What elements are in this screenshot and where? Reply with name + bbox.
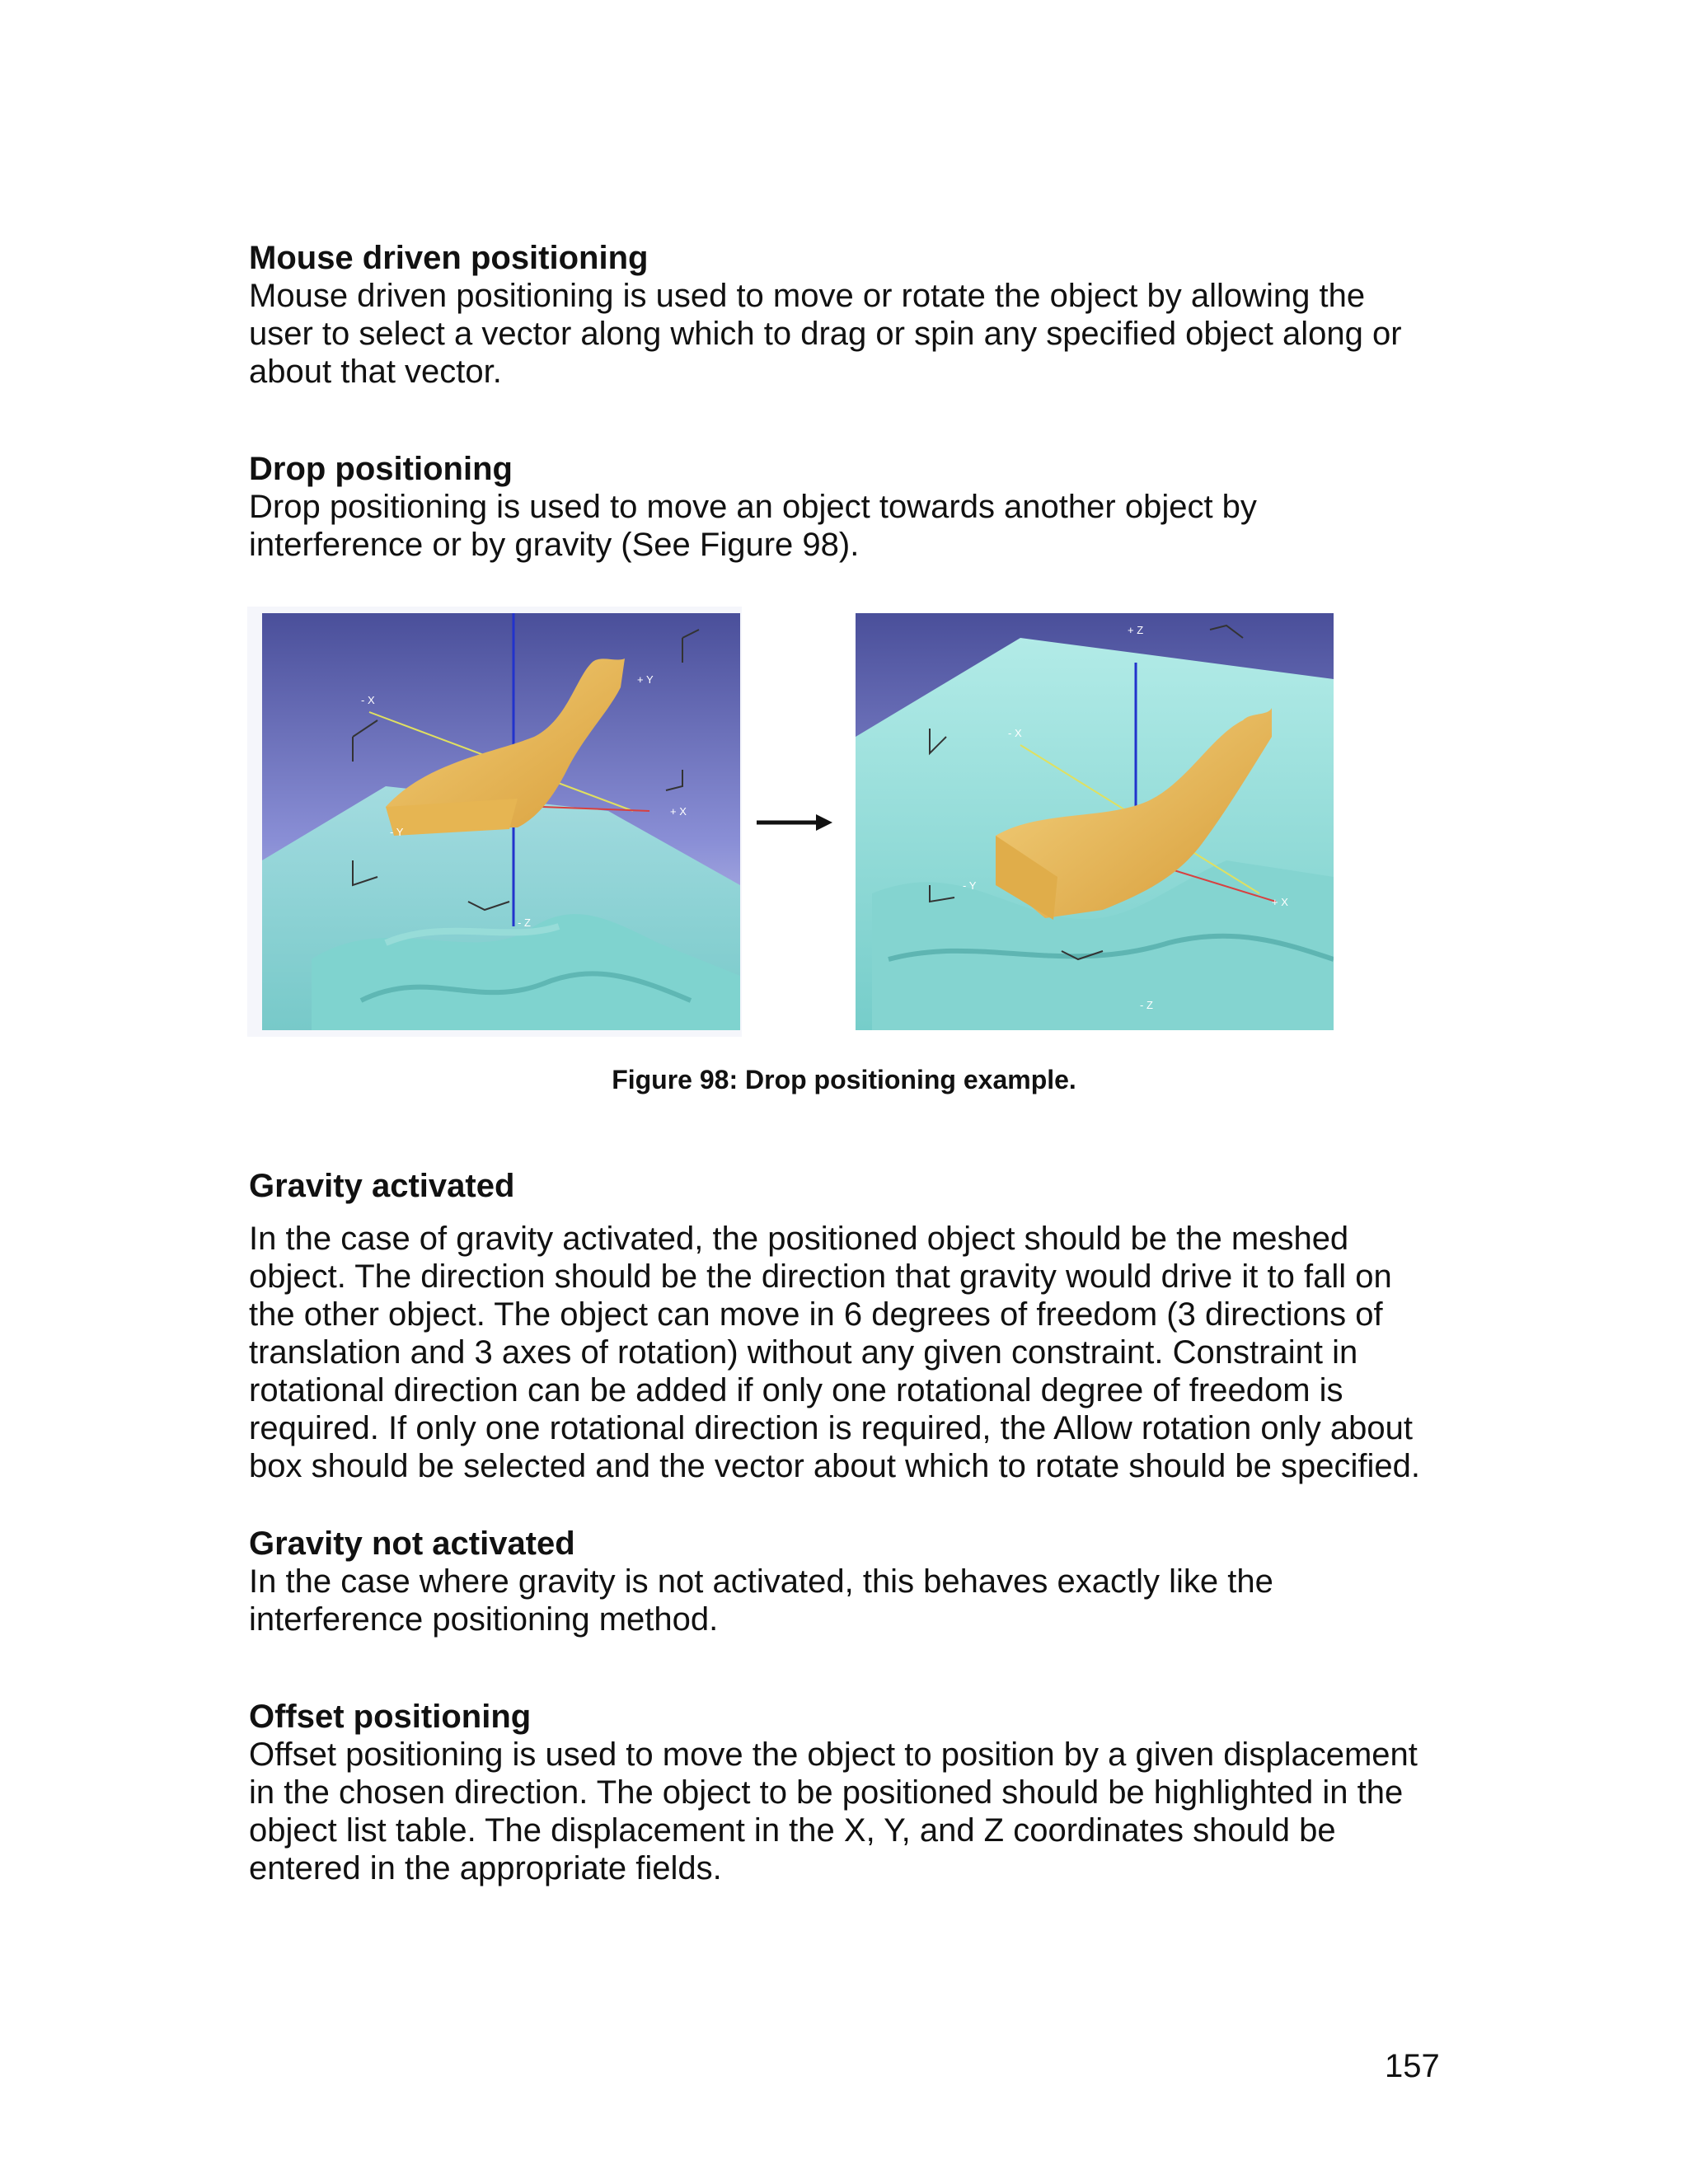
section-mouse-driven <box>249 239 1452 391</box>
paragraph-line: box should be selected and the vector about which to rotate should be specified. <box>249 1448 1420 1484</box>
axis-label: + X <box>1272 896 1288 908</box>
paragraph-line: the other object. The object can move in 6 degrees of freedom (3 directions of <box>249 1296 1383 1333</box>
paragraph-line: user to select a vector along which to drag or spin any specified object along or <box>249 316 1402 352</box>
section-drop-positioning <box>249 450 1452 564</box>
paragraph-line: required. If only one rotational direction is required, the Allow rotation only about <box>249 1410 1413 1446</box>
section-offset-positioning <box>249 1698 1452 1887</box>
paragraph-line: interference positioning method. <box>249 1601 719 1638</box>
axis-label: + Z <box>1128 624 1144 636</box>
paragraph-line: about that vector. <box>249 354 502 390</box>
figure-caption: Figure 98: Drop positioning example. <box>612 1065 1076 1094</box>
section-gravity-activated <box>249 1167 1452 1485</box>
section-heading: Mouse driven positioning <box>249 240 649 276</box>
paragraph-line: Mouse driven positioning is used to move or rotate the object by allowing the <box>249 278 1366 314</box>
axis-label: - Z <box>518 916 531 929</box>
section-heading: Drop positioning <box>249 451 513 487</box>
figure-after-image <box>856 613 1334 1030</box>
arrow-right-icon <box>757 811 832 834</box>
paragraph-line: entered in the appropriate fields. <box>249 1850 722 1886</box>
section-gravity-not-activated <box>249 1525 1452 1638</box>
paragraph-line: interference or by gravity (See Figure 98). <box>249 527 860 563</box>
before-render <box>262 613 740 1030</box>
axis-label: + Y <box>637 673 654 686</box>
after-render <box>856 613 1334 1030</box>
axis-label: - X <box>361 694 375 706</box>
paragraph-line: translation and 3 axes of rotation) without any given constraint. Constraint in <box>249 1334 1358 1371</box>
paragraph-line: object list table. The displacement in the X, Y, and Z coordinates should be <box>249 1812 1336 1849</box>
section-heading: Offset positioning <box>249 1699 532 1735</box>
page-number: 157 <box>1385 2048 1440 2084</box>
axis-label: - Y <box>963 879 977 892</box>
axis-label: - Y <box>390 826 404 838</box>
axis-label: - X <box>1008 727 1022 739</box>
paragraph-line: rotational direction can be added if only one rotational degree of freedom is <box>249 1372 1343 1408</box>
paragraph-line: In the case where gravity is not activated, this behaves exactly like the <box>249 1563 1273 1600</box>
section-heading: Gravity activated <box>249 1168 515 1204</box>
paragraph-line: In the case of gravity activated, the positioned object should be the meshed <box>249 1221 1349 1257</box>
paragraph-line: object. The direction should be the direction that gravity would drive it to fall on <box>249 1258 1392 1295</box>
paragraph-line: Offset positioning is used to move the object to position by a given displacement <box>249 1736 1418 1773</box>
paragraph-line: in the chosen direction. The object to be positioned should be highlighted in the <box>249 1774 1404 1811</box>
paragraph-line: Drop positioning is used to move an object towards another object by <box>249 489 1257 525</box>
figure-before-image <box>262 613 740 1030</box>
axis-label: - Z <box>1140 999 1153 1011</box>
section-heading: Gravity not activated <box>249 1526 575 1562</box>
axis-label: + X <box>670 805 687 818</box>
